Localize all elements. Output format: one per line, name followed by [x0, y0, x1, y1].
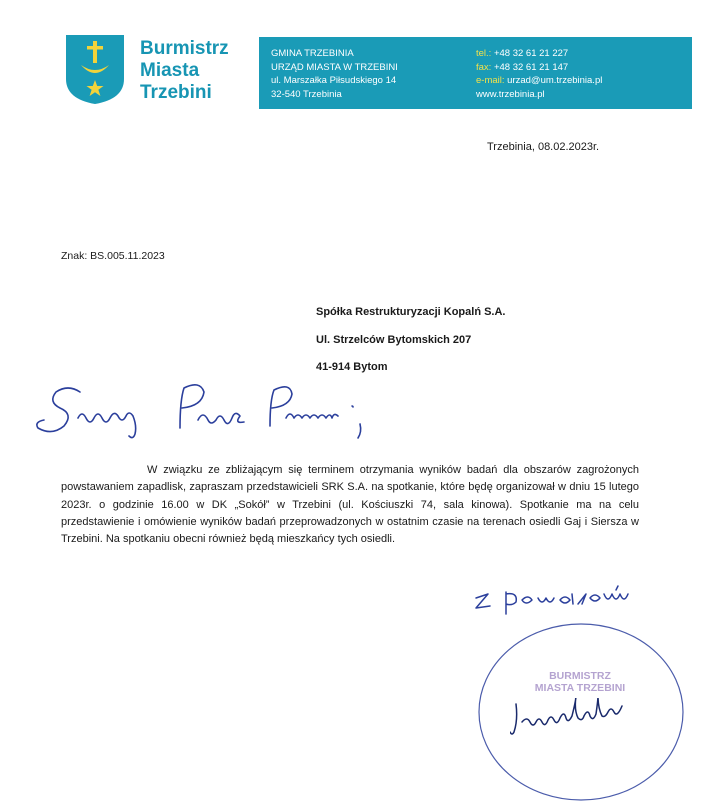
coat-of-arms-icon [64, 33, 126, 105]
fax-row [476, 61, 602, 75]
recipient-name: Spółka Restrukturyzacji Kopalń S.A. [316, 306, 506, 318]
handwritten-closing [466, 580, 646, 616]
brand-line: Miasta [140, 60, 200, 81]
org-name: GMINA TRZEBINIA [271, 48, 354, 59]
office-name: URZĄD MIASTA W TRZEBINI [271, 61, 398, 73]
office-address [271, 47, 398, 101]
street-address: ul. Marszałka Piłsudskiego 14 [271, 75, 397, 86]
recipient-street: Ul. Strzelców Bytomskich 207 [316, 333, 472, 346]
phone-value: +48 32 61 21 227 [493, 48, 569, 59]
reference-number: Znak: BS.005.11.2023 [61, 250, 165, 262]
place-date: Trzebinia, 08.02.2023r. [487, 141, 600, 153]
email-row [476, 74, 602, 88]
email-label: e-mail: [476, 75, 505, 86]
handwritten-salutation [30, 370, 370, 450]
fax-label: fax: [476, 61, 492, 73]
stamp-text [505, 670, 655, 694]
stamp-subtitle: MIASTA TRZEBINI [534, 682, 626, 694]
brand-title [140, 38, 229, 104]
brand-line: Trzebini [140, 82, 212, 103]
email-link[interactable]: urzad@um.trzebinia.pl [507, 75, 603, 86]
phone-label: tel.: [476, 48, 492, 59]
signature [510, 698, 640, 738]
recipient-city: 41-914 Bytom [316, 361, 388, 373]
website-link[interactable]: www.trzebinia.pl [476, 88, 545, 100]
brand-line: Burmistrz [140, 38, 229, 59]
contact-details [476, 47, 602, 101]
phone-row [476, 47, 602, 61]
stamp-title: BURMISTRZ [549, 670, 611, 682]
postal-address: 32-540 Trzebinia [271, 88, 342, 100]
fax-value: +48 32 61 21 147 [493, 61, 569, 73]
letter-body: W związku ze zbliżającym się terminem otrzymania wyników badań dla obszarów zagrożonych powstawaniem zapadlisk, zapraszam przedstawicieli SRK S.A. na spotkanie, które będę organizował w dniu 15 lutego 2023r. o godzinie 16.00 w DK „Sokół” w Trzebini (ul. Kościuszki 74, sala kinowa). Spotkanie ma na celu przedstawienie i omówienie wyników badań przeprowadzonych w ostatnim czasie na terenach osiedli Gaj i Siersza w Trzebini. Na spotkaniu obecni również będą mieszkańcy tych osiedli. [61, 464, 639, 546]
